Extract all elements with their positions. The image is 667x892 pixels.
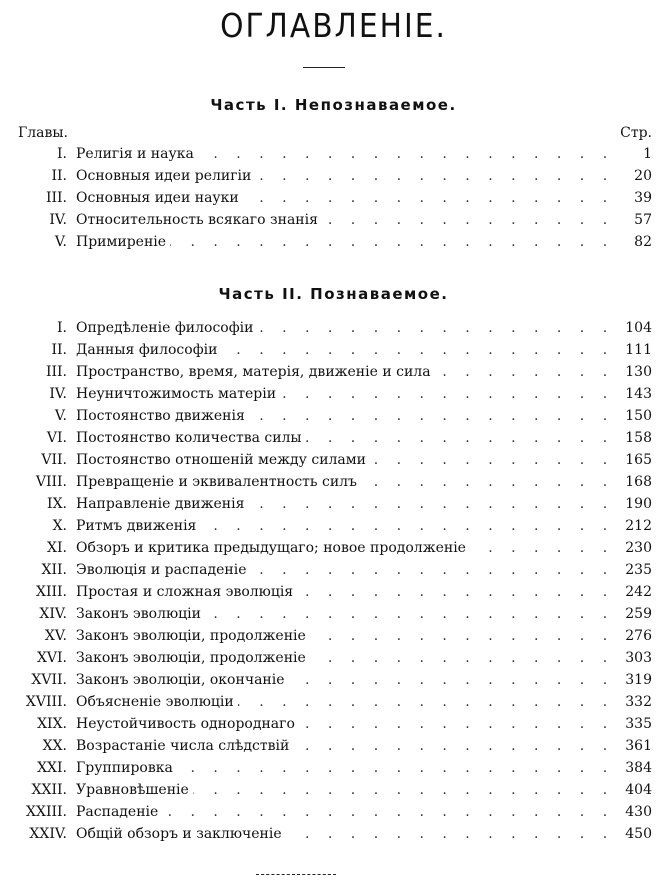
chapter-title-with-leader <box>76 757 627 779</box>
chapter-number: XX. <box>42 738 67 754</box>
chapter-title: Ритмъ движенiя <box>76 518 200 534</box>
chapter-page-number: 82 <box>630 231 652 253</box>
chapter-page-number: 158 <box>621 427 652 449</box>
toc-entry <box>0 471 667 493</box>
chapter-title: Эволюцiя и распаденiе <box>76 562 250 578</box>
chapter-title-with-leader <box>76 493 627 515</box>
toc-entry <box>0 493 667 515</box>
chapter-page-number: 57 <box>630 209 652 231</box>
chapter-title-with-leader <box>76 625 627 647</box>
chapter-title: Превращенiе и эквивалентность силъ <box>76 474 361 490</box>
chapter-number: V. <box>54 234 67 250</box>
chapter-page-number: 190 <box>621 493 652 515</box>
toc-entry <box>0 691 667 713</box>
chapter-page-number: 111 <box>621 339 652 361</box>
chapter-page-number: 259 <box>621 603 652 625</box>
chapter-title: Неуничтожимость матерiи <box>76 386 280 402</box>
chapter-number: XIV. <box>39 606 67 622</box>
part2-entries <box>0 317 667 845</box>
title-divider <box>303 67 345 68</box>
toc-entry <box>0 209 667 231</box>
toc-entry <box>0 735 667 757</box>
chapter-title: Законъ эволюцiи, окончанiе <box>76 672 289 688</box>
chapter-number: I. <box>57 146 67 162</box>
chapter-title-with-leader <box>76 735 627 757</box>
chapter-title: Направленiе движенiя <box>76 496 248 512</box>
chapter-title-with-leader <box>76 449 627 471</box>
chapter-number: XVII. <box>31 672 67 688</box>
chapter-title: Основныя идеи религiи <box>76 168 255 184</box>
chapter-title-with-leader <box>76 427 627 449</box>
chapter-page-number: 235 <box>621 559 652 581</box>
chapter-title-with-leader <box>76 823 627 845</box>
chapter-title-with-leader <box>76 537 627 559</box>
toc-entry <box>0 165 667 187</box>
chapter-page-number: 20 <box>630 165 652 187</box>
chapter-page-number: 404 <box>621 779 652 801</box>
chapter-title-with-leader <box>76 165 627 187</box>
chapter-page-number: 361 <box>621 735 652 757</box>
chapter-title-with-leader <box>76 801 627 823</box>
chapter-page-number: 130 <box>621 361 652 383</box>
chapter-number: XXII. <box>31 782 67 798</box>
toc-entry <box>0 427 667 449</box>
chapter-page-number: 212 <box>621 515 652 537</box>
chapter-title-with-leader <box>76 339 627 361</box>
chapter-page-number: 143 <box>621 383 652 405</box>
chapter-number: XIII. <box>35 584 67 600</box>
chapter-title-with-leader <box>76 471 627 493</box>
toc-entry <box>0 187 667 209</box>
chapter-title-with-leader <box>76 231 627 253</box>
chapter-title: Относительность всякаго знанiя <box>76 212 322 228</box>
part2-heading: Часть II. Познаваемое. <box>218 285 449 303</box>
toc-entry <box>0 449 667 471</box>
toc-entry <box>0 231 667 253</box>
chapter-number: III. <box>45 364 67 380</box>
chapter-number: XXIII. <box>26 804 67 820</box>
chapter-title: Неустойчивость однороднаго <box>76 716 299 732</box>
toc-entry <box>0 405 667 427</box>
chapter-title: Постоянство количества силы <box>76 430 306 446</box>
chapter-page-number: 332 <box>621 691 652 713</box>
chapter-number: V. <box>54 408 67 424</box>
chapter-page-number: 150 <box>621 405 652 427</box>
chapter-number: IX. <box>47 496 67 512</box>
chapter-title: Пространство, время, матерiя, движенiе и сила <box>76 364 435 380</box>
chapter-title: Законъ эволюцiи, продолженiе <box>76 628 310 644</box>
toc-entry <box>0 515 667 537</box>
part1-heading: Часть I. Непознаваемое. <box>210 96 457 114</box>
chapter-number: I. <box>57 320 67 336</box>
toc-entry <box>0 559 667 581</box>
chapter-page-number: 335 <box>621 713 652 735</box>
toc-entry <box>0 823 667 845</box>
toc-entry <box>0 361 667 383</box>
chapter-number: XIX. <box>37 716 67 732</box>
chapter-title: Уравновѣшенiе <box>76 782 193 798</box>
chapter-title-with-leader <box>76 317 627 339</box>
chapter-title-with-leader <box>76 383 627 405</box>
chapter-title: Общiй обзоръ и заключенiе <box>76 826 286 842</box>
chapter-title: Постоянство движенiя <box>76 408 249 424</box>
toc-entry <box>0 713 667 735</box>
chapter-number: IV. <box>49 386 67 402</box>
chapter-title-with-leader <box>76 209 627 231</box>
chapter-title-with-leader <box>76 187 627 209</box>
chapter-number: VII. <box>41 452 67 468</box>
chapter-page-number: 450 <box>621 823 652 845</box>
page-title: ОГЛАВЛЕНIЕ. <box>220 6 447 45</box>
chapter-number: XVIII. <box>25 694 67 710</box>
chapter-number: XXI. <box>37 760 67 776</box>
chapter-title-with-leader <box>76 779 627 801</box>
toc-entry <box>0 383 667 405</box>
chapter-title: Возрастанiе числа слѣдствiй <box>76 738 293 754</box>
chapter-title: Опредѣленiе философiи <box>76 320 258 336</box>
pages-column-header: Стр. <box>620 125 652 141</box>
chapter-page-number: 1 <box>639 143 652 165</box>
chapter-title-with-leader <box>76 691 627 713</box>
chapter-title: Законъ эволюцiи, продолженiе <box>76 650 310 666</box>
chapter-title: Простая и сложная эволюцiя <box>76 584 297 600</box>
chapters-column-header: Главы. <box>18 125 68 141</box>
chapter-title: Законъ эволюцiи <box>76 606 205 622</box>
toc-entry <box>0 647 667 669</box>
chapter-number: II. <box>51 342 67 358</box>
chapter-page-number: 384 <box>621 757 652 779</box>
chapter-page-number: 168 <box>621 471 652 493</box>
toc-entry <box>0 757 667 779</box>
chapter-page-number: 276 <box>621 625 652 647</box>
part1-entries <box>0 143 667 253</box>
chapter-page-number: 165 <box>621 449 652 471</box>
chapter-title: Примиренiе <box>76 234 170 250</box>
toc-entry <box>0 143 667 165</box>
chapter-page-number: 303 <box>621 647 652 669</box>
chapter-title-with-leader <box>76 361 627 383</box>
chapter-page-number: 430 <box>621 801 652 823</box>
toc-entry <box>0 625 667 647</box>
toc-entry <box>0 317 667 339</box>
chapter-number: XVI. <box>36 650 67 666</box>
toc-entry <box>0 537 667 559</box>
chapter-page-number: 104 <box>621 317 652 339</box>
chapter-number: XI. <box>47 540 67 556</box>
chapter-page-number: 230 <box>621 537 652 559</box>
chapter-number: X. <box>52 518 67 534</box>
chapter-number: II. <box>51 168 67 184</box>
chapter-title-with-leader <box>76 669 627 691</box>
chapter-title-with-leader <box>76 515 627 537</box>
toc-entry <box>0 603 667 625</box>
chapter-number: VI. <box>46 430 67 446</box>
toc-entry <box>0 339 667 361</box>
chapter-title: Обзоръ и критика предыдущаго; новое продолженiе <box>76 540 470 556</box>
bottom-divider <box>256 874 336 875</box>
chapter-title: Данныя философiи <box>76 342 221 358</box>
chapter-title: Распаденiе <box>76 804 162 820</box>
chapter-title-with-leader <box>76 559 627 581</box>
chapter-title: Основныя идеи науки <box>76 190 243 206</box>
chapter-page-number: 242 <box>621 581 652 603</box>
chapter-title-with-leader <box>76 405 627 427</box>
chapter-page-number: 39 <box>630 187 652 209</box>
chapter-title-with-leader <box>76 581 627 603</box>
toc-entry <box>0 801 667 823</box>
chapter-title: Религiя и наука <box>76 146 198 162</box>
chapter-title-with-leader <box>76 603 627 625</box>
toc-entry <box>0 779 667 801</box>
toc-entry <box>0 669 667 691</box>
chapter-number: XXIV. <box>29 826 67 842</box>
chapter-number: VIII. <box>35 474 67 490</box>
chapter-number: XII. <box>41 562 67 578</box>
chapter-title-with-leader <box>76 647 627 669</box>
chapter-number: XV. <box>44 628 67 644</box>
chapter-number: III. <box>45 190 67 206</box>
toc-entry <box>0 581 667 603</box>
chapter-title-with-leader <box>76 143 627 165</box>
chapter-title: Постоянство отношенiй между силами <box>76 452 370 468</box>
chapter-title-with-leader <box>76 713 627 735</box>
chapter-number: IV. <box>49 212 67 228</box>
chapter-title: Группировка <box>76 760 177 776</box>
chapter-page-number: 319 <box>621 669 652 691</box>
chapter-title: Объясненiе эволюцiи <box>76 694 238 710</box>
